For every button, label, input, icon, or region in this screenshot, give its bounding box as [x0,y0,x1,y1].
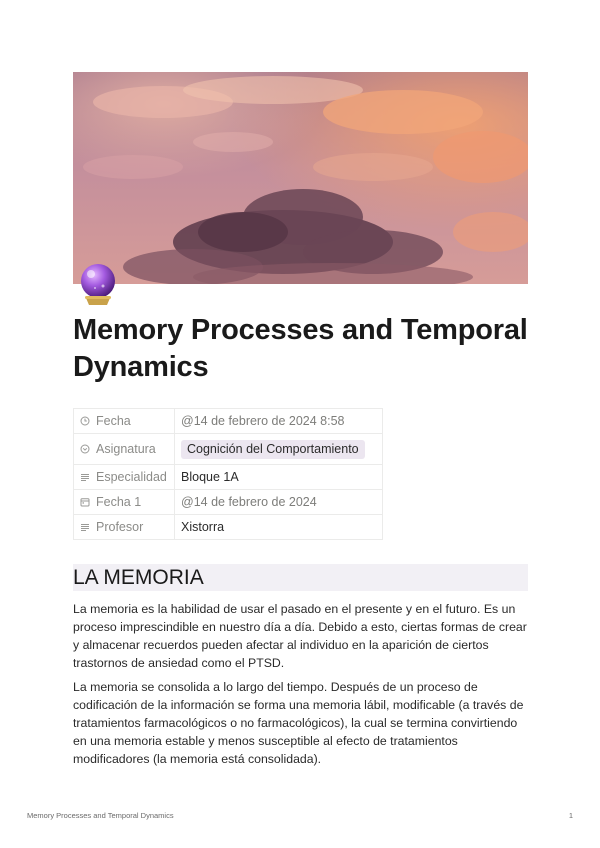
property-row-fecha[interactable] [74,409,383,434]
crystal-ball-icon [77,262,119,308]
page-title: Memory Processes and Temporal Dynamics [73,314,528,383]
property-key [74,409,175,434]
property-row-especialidad[interactable] [74,465,383,490]
footer-title: Memory Processes and Temporal Dynamics [27,811,174,820]
property-key [74,434,175,465]
property-label: Fecha [96,414,131,428]
property-value[interactable]: @14 de febrero de 2024 [175,490,383,515]
property-label: Profesor [96,520,144,534]
clock-icon [80,416,90,426]
text-icon [80,472,90,482]
property-value[interactable]: Bloque 1A [175,465,383,490]
page-number: 1 [568,811,573,820]
property-row-asignatura[interactable] [74,434,383,465]
property-value[interactable]: Xistorra [175,515,383,540]
select-icon [80,444,90,454]
property-label: Fecha 1 [96,495,142,509]
property-key [74,465,175,490]
property-key [74,515,175,540]
calendar-icon [80,497,90,507]
property-row-profesor[interactable] [74,515,383,540]
property-value[interactable]: @14 de febrero de 2024 8:58 [175,409,383,434]
section-heading: LA MEMORIA [73,564,528,591]
properties-table [73,408,383,540]
text-icon [80,522,90,532]
property-row-fecha-1[interactable] [74,490,383,515]
paragraph: La memoria se consolida a lo largo del tiempo. Después de un proceso de codificación de la información se forma una memoria lábil, modificable (a través de tratamientos farmacológicos o no farmacológicos), la cual se termina convirtiendo en una memoria estable y menos susceptible al efecto de tratamientos modificadores (la memoria está consolidada). [73,680,524,766]
paragraph: La memoria es la habilidad de usar el pasado en el presente y en el futuro. Es un proceso imprescindible en nuestro día a día. Debido a esto, ciertas formas de crear y almacenar recuerdos pueden afectar al individuo en la aparición de ciertos trastornos de ansiedad como el PTSD. [73,602,527,670]
property-key [74,490,175,515]
subject-tag[interactable]: Cognición del Comportamiento [181,440,365,459]
property-value[interactable] [175,434,383,465]
cover-image [73,72,528,284]
property-label: Asignatura [96,442,156,456]
property-label: Especialidad [96,470,167,484]
